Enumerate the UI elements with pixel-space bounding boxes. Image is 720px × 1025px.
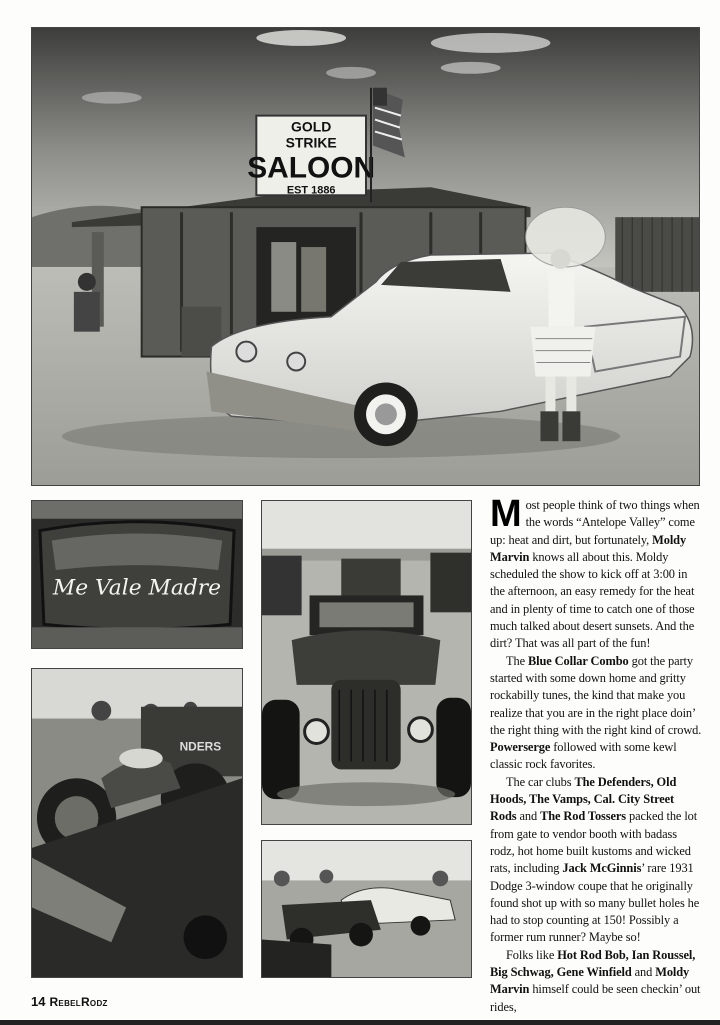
text-run: ost people think of two things when the words “Antelope Valley” come up: heat and dirt, but fortunately, [490, 498, 700, 547]
bottom-rule [0, 1020, 720, 1025]
paragraph-content [490, 775, 699, 945]
magazine-name: RebelRodz [49, 995, 108, 1009]
drop-cap: M [490, 493, 522, 535]
text-run: The [506, 653, 528, 668]
bold-name-text: Jack McGinnis [562, 861, 642, 876]
bold-name-text: Moldy Marvin [490, 965, 690, 997]
sign-text-est: EST 1886 [286, 184, 336, 197]
hero-photo-gold-strike-saloon [31, 27, 700, 486]
article-paragraph [490, 774, 703, 947]
article-paragraph [490, 947, 703, 1016]
bold-name-text: Moldy Marvin [490, 532, 687, 564]
paragraph-content [490, 948, 700, 1014]
bold-name-text: Blue Collar Combo [527, 653, 629, 668]
text-run: and [631, 965, 656, 980]
sign-text-strike: STRIKE [285, 134, 337, 151]
paragraph-content [490, 654, 701, 772]
bold-name-text: Powerserge [490, 740, 551, 755]
article-paragraph [490, 653, 703, 774]
text-run: Folks like [506, 947, 558, 962]
text-run: knows all about this. Moldy scheduled the show to kick off at 3:00 in the afternoon, an easy remedy for the heat and in plenty of time to catch one of those much talked about desert sunsets. And the dirt? That was all part of the fun! [490, 549, 695, 651]
article-paragraph [490, 493, 703, 653]
photo-motorcycle-in-truck-bed [31, 668, 243, 978]
page-folio [31, 994, 108, 1010]
photo-parking-lot-cars [261, 840, 472, 978]
bold-name-text: The Rod Tossers [540, 809, 627, 824]
sign-text-saloon: SALOON [247, 151, 376, 185]
text-run: himself could be seen checkin’ out rides, [490, 982, 701, 1014]
text-run: followed with some kewl classic rock favorites. [490, 740, 677, 772]
text-run: and [516, 809, 541, 824]
bike-photo-sign-text: NDERS [179, 739, 222, 754]
photo-rear-window-script [31, 500, 243, 649]
text-run: The car clubs [506, 774, 575, 789]
sign-text-gold: GOLD [291, 118, 332, 135]
bold-name-text: Hot Rod Bob, Ian Roussel, Big Schwag, Gene Winfield [490, 947, 696, 980]
text-run: packed the lot from gate to vendor booth with badass rodz, hot home built kustoms and wicked rats, including [490, 809, 698, 876]
bold-name-text: The Defenders, Old Hoods, The Vamps, Cal. City Street Rods [490, 774, 677, 824]
article-body-text [490, 493, 703, 1014]
page-number: 14 [31, 994, 46, 1009]
text-run: got the party started with some down home and gritty rockabilly tunes, the kind that make you realize that you are in the right place doin’ the right thing with the right kind of crowd. [490, 653, 702, 737]
window-script-text: Me Vale Madre [52, 575, 222, 601]
text-run: ’ rare 1931 Dodge 3-window coupe that he originally found shot up with so many bullet holes he had to stop counting at 150! Possibly a former rum runner? Maybe so! [490, 861, 700, 945]
photo-rat-rod-front [261, 500, 472, 825]
